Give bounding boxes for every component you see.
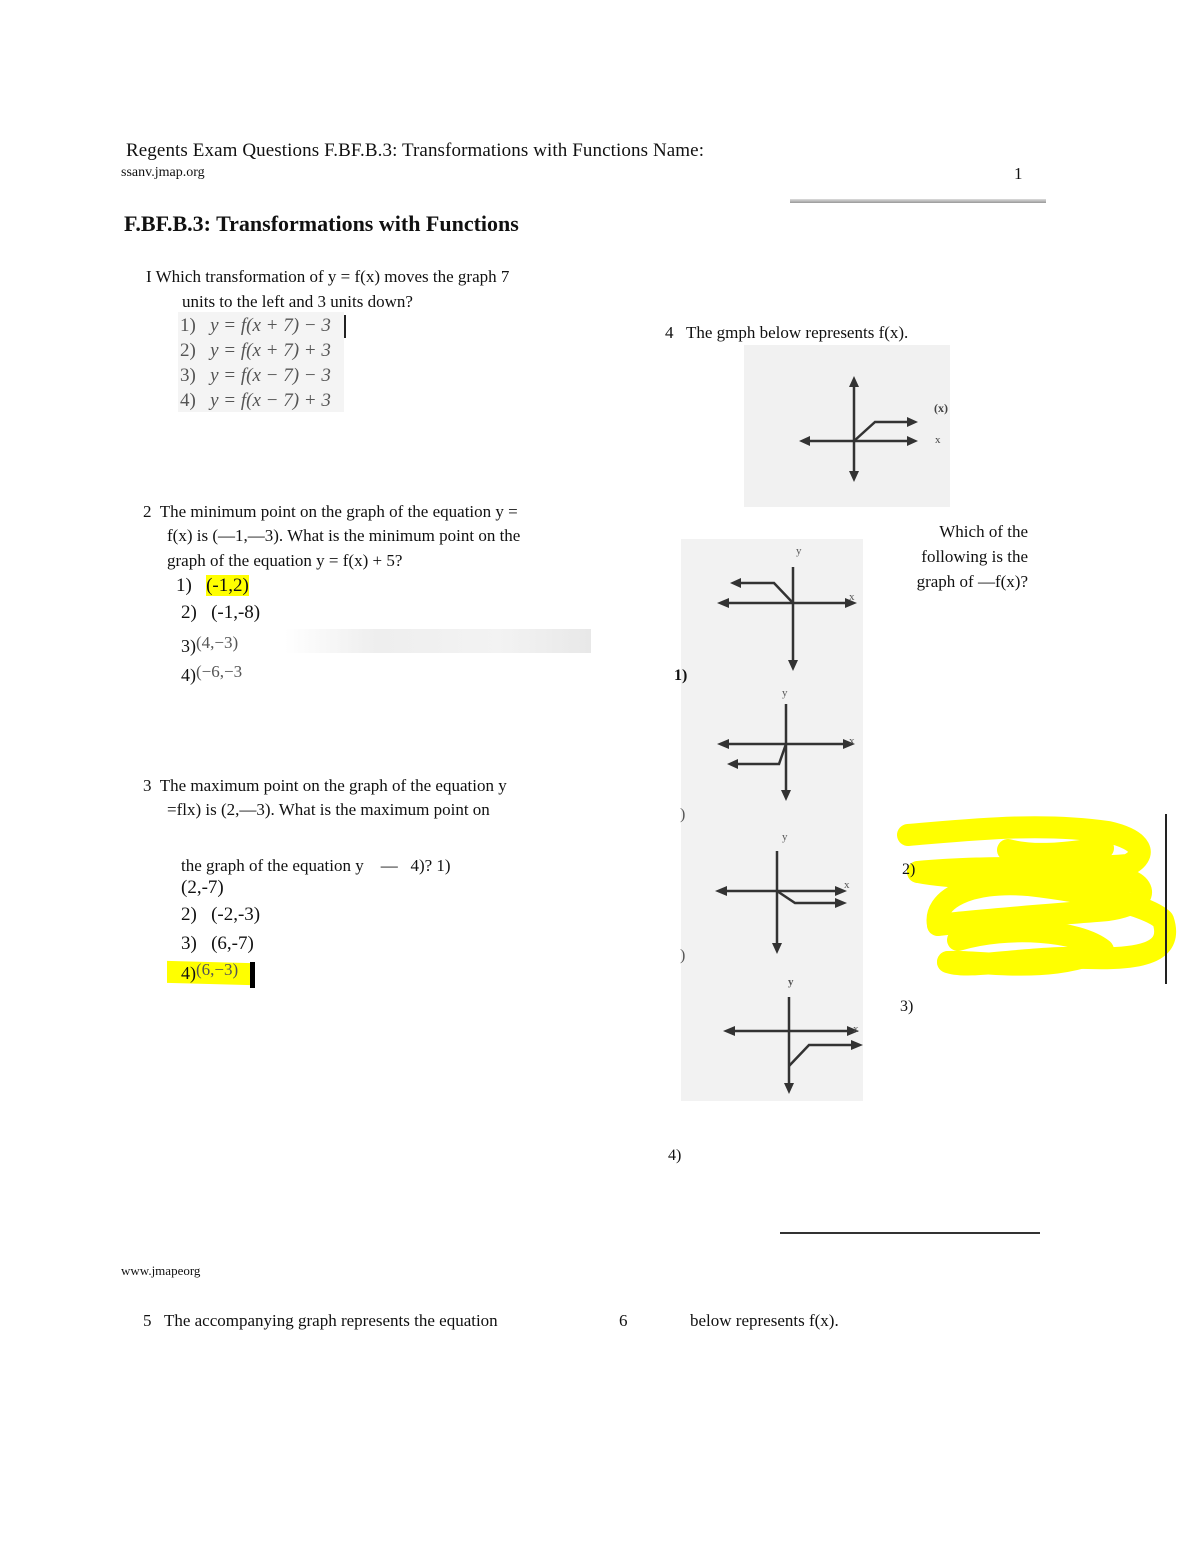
name-answer-line bbox=[790, 199, 1046, 203]
scan-noise bbox=[285, 629, 591, 653]
text-cursor bbox=[344, 315, 346, 338]
question-text: Which transformation of y = f(x) moves the graph 7 bbox=[155, 267, 510, 286]
option-1[interactable]: (2,-7) bbox=[181, 877, 224, 898]
option-2[interactable]: 2) y = f(x + 7) + 3 bbox=[180, 340, 331, 361]
question-3-text: 3 The maximum point on the graph of the equation y bbox=[143, 776, 507, 795]
question-1-text-cont: units to the left and 3 units down? bbox=[182, 292, 413, 311]
question-3-text-line3: the graph of the equation y — 4)? 1) bbox=[181, 856, 451, 875]
document-header-title: Regents Exam Questions F.BF.B.3: Transformations with Functions Name: bbox=[126, 140, 705, 161]
fx-graph-svg bbox=[744, 345, 950, 507]
option-1[interactable]: 1) (-1,2) bbox=[176, 575, 249, 596]
curve-label: (x) bbox=[934, 401, 948, 415]
question-5: 5 The accompanying graph represents the equation bbox=[143, 1311, 498, 1330]
question-3-text-line2: =flx) is (2,—3). What is the maximum point on bbox=[167, 800, 490, 819]
x-axis-label: x bbox=[935, 434, 941, 446]
option-2[interactable]: 2) (-1,-8) bbox=[181, 602, 261, 623]
fx-graph bbox=[744, 345, 950, 507]
page-title: F.BF.B.3: Transformations with Functions bbox=[124, 211, 519, 236]
option-3[interactable]: 3)(4,−3) bbox=[181, 633, 239, 656]
option-2-graph[interactable] bbox=[681, 684, 863, 824]
option-1-graph[interactable] bbox=[681, 539, 863, 679]
highlighted-answer: (-1,2) bbox=[206, 575, 249, 596]
option-1-label[interactable]: 1) bbox=[674, 667, 688, 684]
stray-paren: ) bbox=[680, 806, 686, 823]
stray-paren: ) bbox=[680, 947, 686, 964]
option-3-graph[interactable] bbox=[681, 829, 863, 969]
option-4[interactable]: 4) y = f(x − 7) + 3 bbox=[180, 390, 331, 411]
options-graph-strip: y x y x y x y x bbox=[681, 539, 863, 1101]
margin-line bbox=[1165, 814, 1167, 984]
question-4-text: 4 The gmph below represents f(x). bbox=[665, 323, 909, 342]
option-4-label[interactable]: 4) bbox=[668, 1147, 682, 1164]
option-4-graph[interactable] bbox=[681, 969, 863, 1101]
option-2-label[interactable]: 2) bbox=[902, 861, 916, 878]
question-1-text bbox=[146, 264, 509, 289]
question-number: I bbox=[146, 267, 152, 286]
answer-line bbox=[780, 1232, 1040, 1234]
footer-site: www.jmapeorg bbox=[121, 1263, 201, 1278]
yellow-scribble bbox=[888, 810, 1178, 990]
option-3-label[interactable]: 3) bbox=[900, 998, 914, 1015]
option-3[interactable]: 3) (6,-7) bbox=[181, 933, 254, 954]
option-4[interactable]: 4)(6,−3) bbox=[181, 960, 239, 983]
question-6-text: below represents f(x). bbox=[690, 1311, 839, 1330]
question-4-prompt: Which of the following is the graph of —f(x)? bbox=[916, 522, 1028, 591]
question-2-text-line3: graph of the equation y = f(x) + 5? bbox=[167, 551, 403, 570]
page-number: 1 bbox=[1014, 164, 1023, 183]
question-2-text-line2: f(x) is (—1,—3). What is the minimum point on the bbox=[167, 526, 521, 545]
text-cursor bbox=[250, 962, 255, 988]
option-4[interactable]: 4)(−6,−3 bbox=[181, 662, 243, 685]
option-1[interactable]: 1) y = f(x + 7) − 3 bbox=[180, 315, 331, 336]
header-site: ssanv.jmap.org bbox=[121, 165, 205, 180]
question-2-text: 2 The minimum point on the graph of the equation y = bbox=[143, 502, 518, 521]
question-6-number: 6 bbox=[619, 1311, 628, 1330]
question-1-options bbox=[180, 313, 331, 413]
option-2[interactable]: 2) (-2,-3) bbox=[181, 904, 261, 925]
option-3[interactable]: 3) y = f(x − 7) − 3 bbox=[180, 365, 331, 386]
